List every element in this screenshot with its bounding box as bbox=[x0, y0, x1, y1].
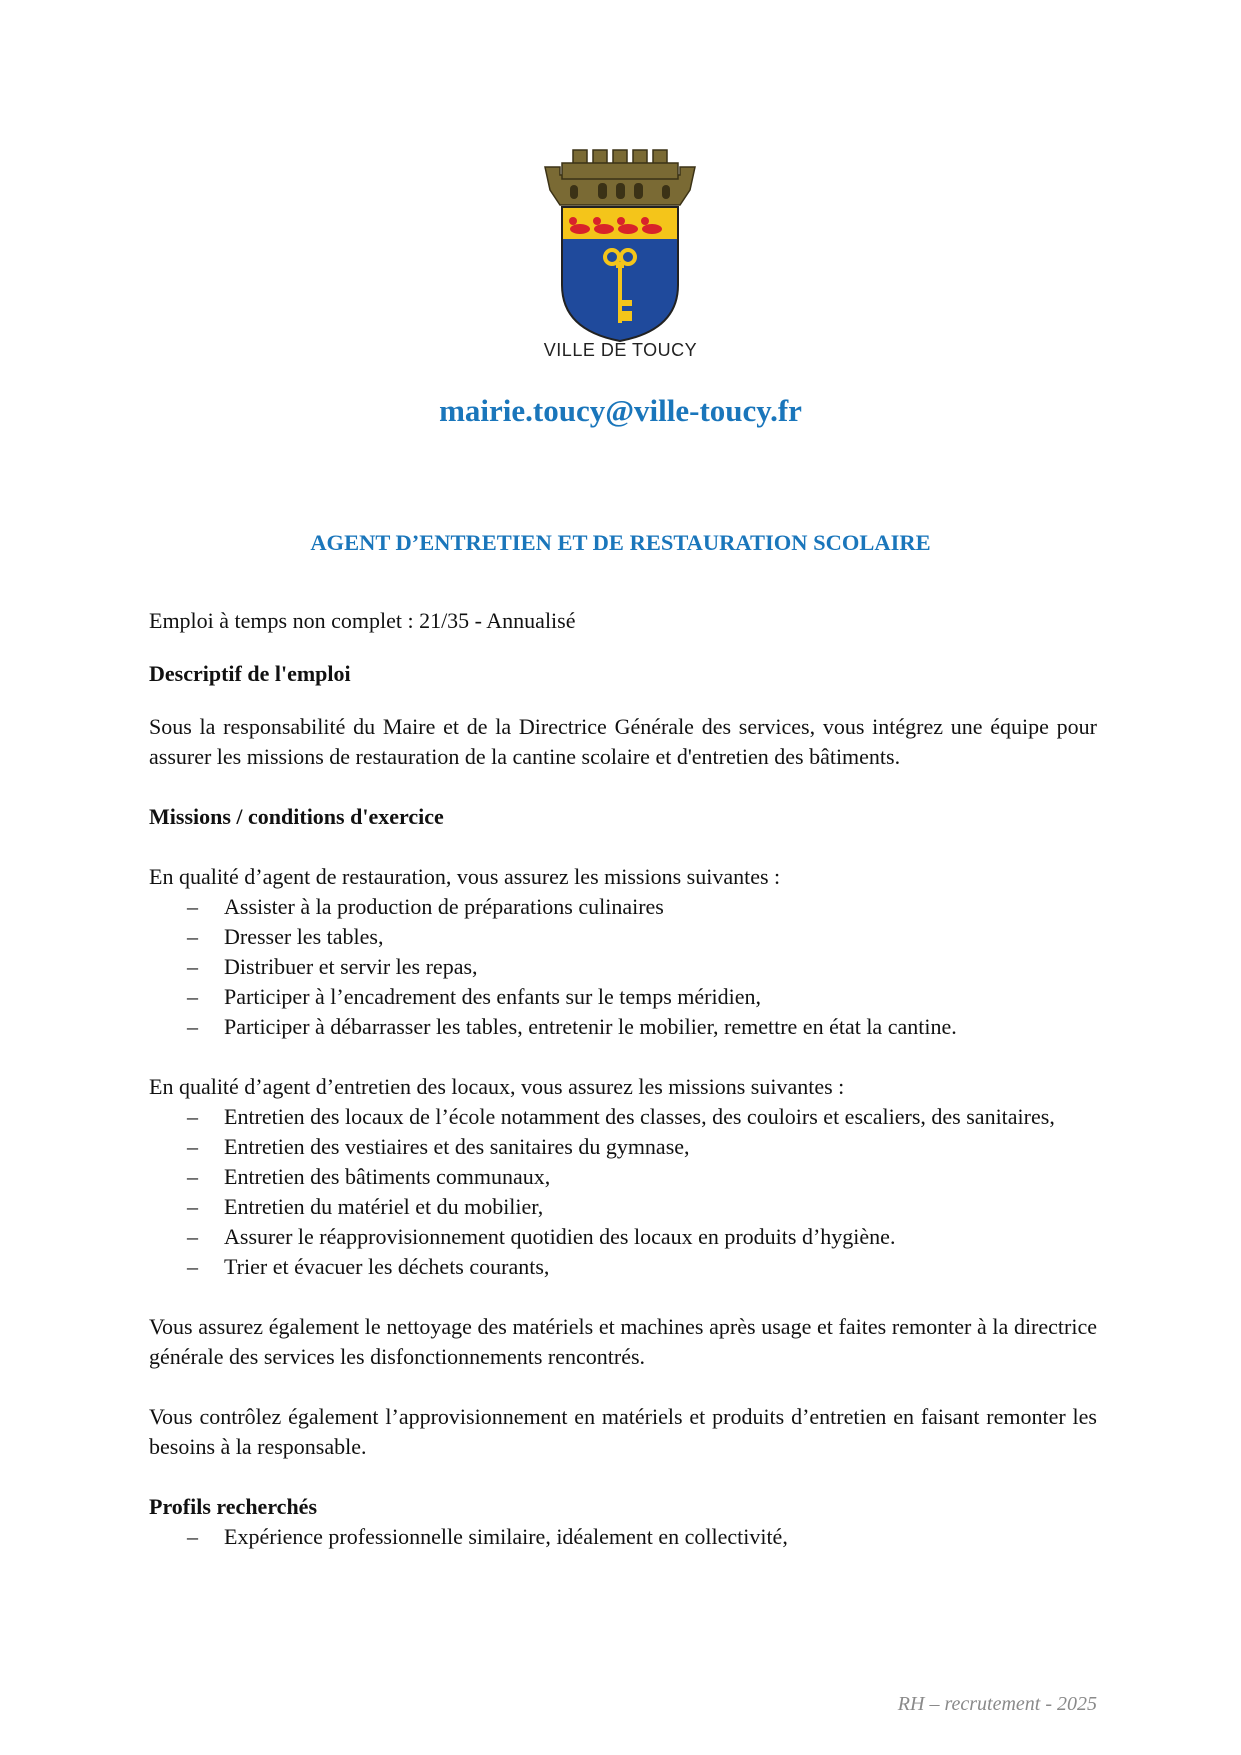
list-item: – Participer à débarrasser les tables, entretenir le mobilier, remettre en état la cantine. bbox=[187, 1014, 957, 1039]
contact-email-link[interactable]: mairie.toucy@ville-toucy.fr bbox=[439, 393, 802, 428]
list-item: – Participer à l’encadrement des enfants sur le temps méridien, bbox=[187, 984, 761, 1009]
document-body bbox=[149, 606, 1097, 1552]
list-item: – Distribuer et servir les repas, bbox=[187, 954, 478, 979]
entretien-missions-list bbox=[149, 1102, 1097, 1282]
list-item: – Dresser les tables, bbox=[187, 924, 384, 949]
employment-type: Emploi à temps non complet : 21/35 - Annualisé bbox=[149, 608, 576, 633]
list-item: – Entretien du matériel et du mobilier, bbox=[187, 1194, 544, 1219]
list-item: – Assister à la production de préparations culinaires bbox=[187, 894, 664, 919]
list-item: – Entretien des bâtiments communaux, bbox=[187, 1164, 551, 1189]
list-item: – Expérience professionnelle similaire, idéalement en collectivité, bbox=[187, 1524, 788, 1549]
description-heading: Descriptif de l'emploi bbox=[149, 661, 351, 686]
list-item: – Entretien des locaux de l’école notamment des classes, des couloirs et escaliers, des sanitaires, bbox=[187, 1104, 1055, 1129]
list-item: – Assurer le réapprovisionnement quotidien des locaux en produits d’hygiène. bbox=[187, 1224, 896, 1249]
job-title: AGENT D’ENTRETIEN ET DE RESTAURATION SCOLAIRE bbox=[310, 530, 931, 555]
supplies-paragraph: Vous contrôlez également l’approvisionnement en matériels et produits d’entretien en faisant remonter les besoins à la responsable. bbox=[149, 1404, 1097, 1459]
list-item: – Entretien des vestiaires et des sanitaires du gymnase, bbox=[187, 1134, 690, 1159]
restauration-intro: En qualité d’agent de restauration, vous assurez les missions suivantes : bbox=[149, 864, 781, 889]
cleaning-paragraph: Vous assurez également le nettoyage des matériels et machines après usage et faites remonter à la directrice générale des services les disfonctionnements rencontrés. bbox=[149, 1314, 1097, 1369]
list-item: – Trier et évacuer les déchets courants, bbox=[187, 1254, 550, 1279]
profils-heading: Profils recherchés bbox=[149, 1494, 318, 1519]
entretien-intro: En qualité d’agent d’entretien des locaux, vous assurez les missions suivantes : bbox=[149, 1074, 845, 1099]
page-footer: RH – recrutement - 2025 bbox=[897, 1693, 1097, 1715]
profils-list bbox=[149, 1522, 1097, 1552]
restauration-missions-list bbox=[149, 892, 1097, 1042]
logo-caption: VILLE DE TOUCY bbox=[543, 340, 698, 360]
missions-heading: Missions / conditions d'exercice bbox=[149, 804, 444, 829]
description-text: Sous la responsabilité du Maire et de la Directrice Générale des services, vous intégrez une équipe pour assurer les missions de restauration de la cantine scolaire et d'entretien des bâtiments. bbox=[149, 714, 1097, 769]
